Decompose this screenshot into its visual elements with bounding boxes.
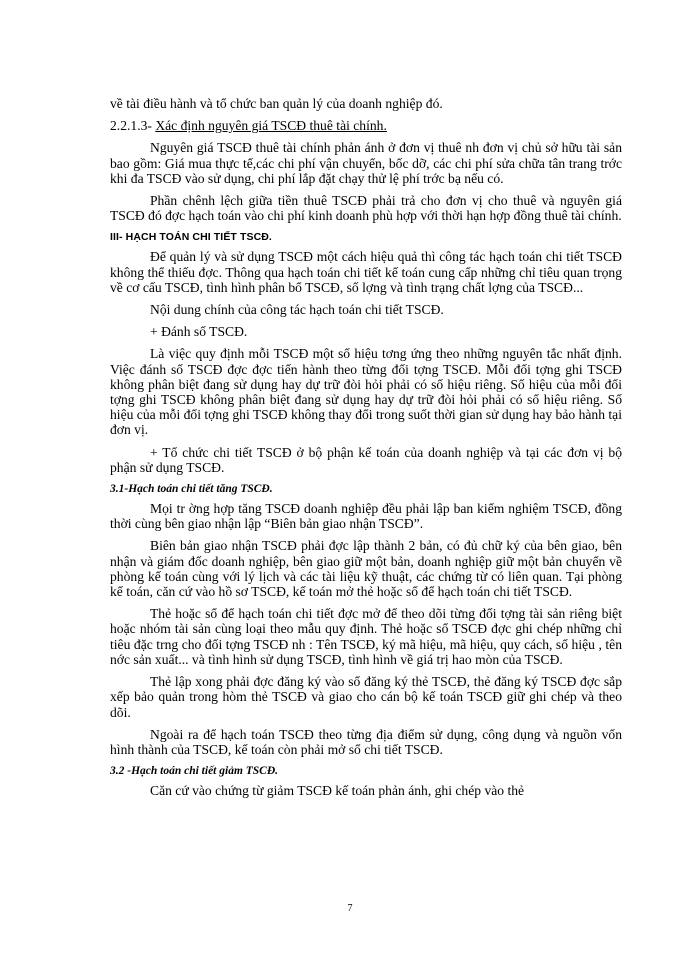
document-page xyxy=(110,96,622,805)
section-heading-3-2: 3.2 -Hạch toán chi tiết giảm TSCĐ. xyxy=(110,765,279,778)
paragraph-1: Nguyên giá TSCĐ thuê tài chính phản ánh ở đơn vị thuê nh đơn vị chủ sở hữu tài sản bao gồm: Giá mua thực tế,các chi phí vận chuyển, bốc dỡ, các chi phí sửa chữa tân trang trớc khi đa TSCĐ vào sử dụng, chi phí lắp đặt chạy thử lệ phí trớc bạ nếu có. xyxy=(110,140,622,186)
paragraph-13: Căn cứ vào chứng từ giảm TSCĐ kế toán phản ánh, ghi chép vào thẻ xyxy=(150,783,525,799)
paragraph-8: Mọi tr ờng hợp tăng TSCĐ doanh nghiệp đều phải lập ban kiểm nghiệm TSCĐ, đồng thời cùng bên giao nhận lập “Biên bản giao nhận TSCĐ”. xyxy=(110,501,622,532)
section-heading-3-1: 3.1-Hạch toán chi tiết tăng TSCĐ. xyxy=(110,483,273,496)
paragraph-2: Phần chênh lệch giữa tiền thuê TSCĐ phải trả cho đơn vị cho thuê và nguyên giá TSCĐ đó đợc hạch toán vào chi phí kinh doanh phù hợp với thời hạn hợp đồng thuê tài chính. xyxy=(110,193,622,224)
subsection-title xyxy=(110,118,622,133)
paragraph-3: Để quản lý và sử dụng TSCĐ một cách hiệu quả thì công tác hạch toán chi tiết TSCĐ không thể thiếu đợc. Thông qua hạch toán chi tiết kế toán cung cấp những chỉ tiêu quan trọng về cơ cấu TSCĐ, tình hình phân bổ TSCĐ, số lợng và tình trạng chất lợng của TSCĐ... xyxy=(110,249,622,295)
paragraph-6: Là việc quy định mỗi TSCĐ một số hiệu tơng ứng theo những nguyên tắc nhất định. Việc đánh số TSCĐ đợc đợc tiến hành theo từng đối tợng TSCĐ. Mỗi đối tợng ghi TSCĐ không phân biệt đang sử dụng hay dự trữ đòi hỏi phải có số hiệu riêng. Số hiệu của mỗi đối tợng ghi TSCĐ không phân biệt đang sử dụng hay dự trữ đòi hỏi phải có số hiệu riêng. Số hiệu của mỗi đối tợng ghi TSCĐ không thay đổi trong suốt thời gian sử dụng hay bảo hành tại đơn vị. xyxy=(110,346,622,438)
paragraph-11: Thẻ lập xong phải đợc đăng ký vào sổ đăng ký thẻ TSCĐ, thẻ đăng ký TSCĐ đợc sắp xếp bảo quản trong hòm thẻ TSCĐ và giao cho cán bộ kế toán TSCĐ giữ ghi chép và theo dõi. xyxy=(110,674,622,720)
paragraph-5: + Đánh số TSCĐ. xyxy=(150,324,248,340)
paragraph-10: Thẻ hoặc sổ để hạch toán chi tiết đợc mở để theo dõi từng đối tợng tài sản riêng biệt hoặc nhóm tài sản cùng loại theo mẫu quy định. Thẻ hoặc sổ TSCĐ đợc ghi chép những chỉ tiêu đặc trng cho đối tợng TSCĐ nh : Tên TSCĐ, ký mã hiệu, mã hiệu, quy cách, số hiệu , tên nớc sản xuất... và tình hình sử dụng TSCĐ, tình hình về giá trị hao mòn của TSCĐ. xyxy=(110,606,622,667)
section-heading-3: III- HẠCH TOÁN CHI TIẾT TSCĐ. xyxy=(110,231,272,244)
page-number: 7 xyxy=(347,903,353,914)
paragraph-intro: về tài điều hành và tổ chức ban quản lý của doanh nghiệp đó. xyxy=(110,96,443,111)
paragraph-7: + Tổ chức chi tiết TSCĐ ở bộ phận kế toán của doanh nghiệp và tại các đơn vị bộ phận sử dụng TSCĐ. xyxy=(110,444,622,475)
paragraph-12: Ngoài ra để hạch toán TSCĐ theo từng địa điểm sử dụng, công dụng và nguồn vốn hình thành của TSCĐ, kế toán còn phải mở sổ chi tiết TSCĐ. xyxy=(110,726,622,757)
paragraph-9: Biên bản giao nhận TSCĐ phải đợc lập thành 2 bản, có đủ chữ ký của bên giao, bên nhận và giám đốc doanh nghiệp, bên giao giữ một bản, doanh nghiệp giữ một bản chuyển về phòng kế toán cùng với lý lịch và các tài liệu kỹ thuật, các chứng từ có liên quan. Tại phòng kế toán, căn cứ vào hồ sơ TSCĐ, kế toán mở thẻ hoặc sổ để hạch toán chi tiết TSCĐ. xyxy=(110,538,622,600)
subsection-text: Xác định nguyên giá TSCĐ thuê tài chính. xyxy=(155,118,387,134)
paragraph-4: Nội dung chính của công tác hạch toán chi tiết TSCĐ. xyxy=(150,302,444,318)
subsection-number: 2.2.1.3- xyxy=(110,118,156,134)
